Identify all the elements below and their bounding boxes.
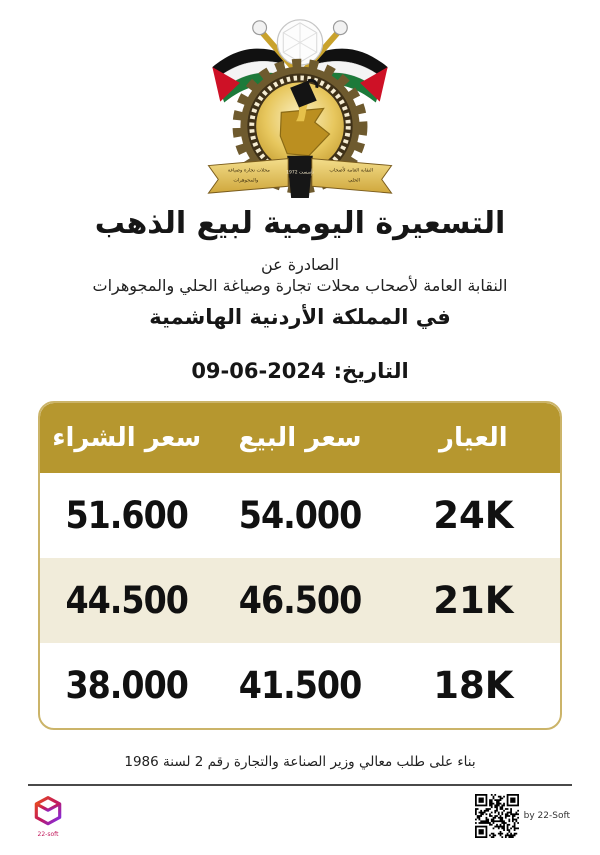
- table-row: [40, 558, 560, 643]
- ribbon-right-text-2: الحلي: [348, 177, 361, 184]
- qr-credit-text: by 22-Soft: [523, 811, 570, 821]
- ribbon-left-text-2: والمجوهرات: [233, 177, 259, 184]
- issued-by-label: الصادرة عن: [260, 255, 340, 274]
- footer-divider: [28, 784, 572, 786]
- maker-logo: [30, 794, 66, 838]
- established-text: تأسست 1972: [286, 170, 314, 176]
- date-row: [0, 359, 600, 383]
- legal-note: بناء على طلب معالي وزير الصناعة والتجارة رقم 2 لسنة 1986: [124, 754, 476, 770]
- buy-price-24k: 51.600: [65, 494, 188, 537]
- sell-price-18k: 41.500: [238, 664, 362, 707]
- column-header-karat: العيار: [438, 423, 508, 453]
- qr-code-icon: [475, 794, 519, 838]
- ribbon-right-text-1: النقابة العامة لأصحاب: [329, 167, 374, 174]
- gold-price-table: [38, 401, 562, 730]
- kingdom-line: في المملكة الأردنية الهاشمية: [149, 305, 451, 329]
- sell-price-21k: 46.500: [238, 579, 362, 622]
- issuer-line: النقابة العامة لأصحاب محلات تجارة وصياغة الحلي والمجوهرات: [92, 276, 508, 295]
- footer-row: [30, 794, 570, 838]
- column-header-sell-price: سعر البيع: [238, 423, 362, 453]
- table-row: [40, 473, 560, 558]
- page-title: التسعيرة اليومية لبيع الذهب: [94, 206, 506, 241]
- date-value: 09-06-2024: [191, 359, 326, 383]
- buy-price-18k: 38.000: [65, 664, 188, 707]
- table-header-row: [40, 403, 560, 473]
- qr-block: [475, 794, 570, 838]
- sell-price-24k: 54.000: [238, 494, 362, 537]
- ribbon-banner: [208, 156, 391, 198]
- date-label: التاريخ:: [333, 359, 409, 383]
- maker-label: 22-soft: [37, 831, 59, 838]
- ribbon-left-text-1: محلات تجارة وصياغة: [227, 167, 270, 174]
- karat-18k: 18K: [433, 664, 514, 707]
- table-row: [40, 643, 560, 728]
- karat-24k: 24K: [433, 494, 514, 537]
- diamond-icon: [277, 20, 322, 65]
- column-header-buy-price: سعر الشراء: [52, 423, 202, 453]
- buy-price-21k: 44.500: [65, 579, 188, 622]
- syndicate-emblem: [194, 10, 406, 202]
- cube-logo-icon: [30, 794, 66, 830]
- karat-21k: 21K: [433, 579, 514, 622]
